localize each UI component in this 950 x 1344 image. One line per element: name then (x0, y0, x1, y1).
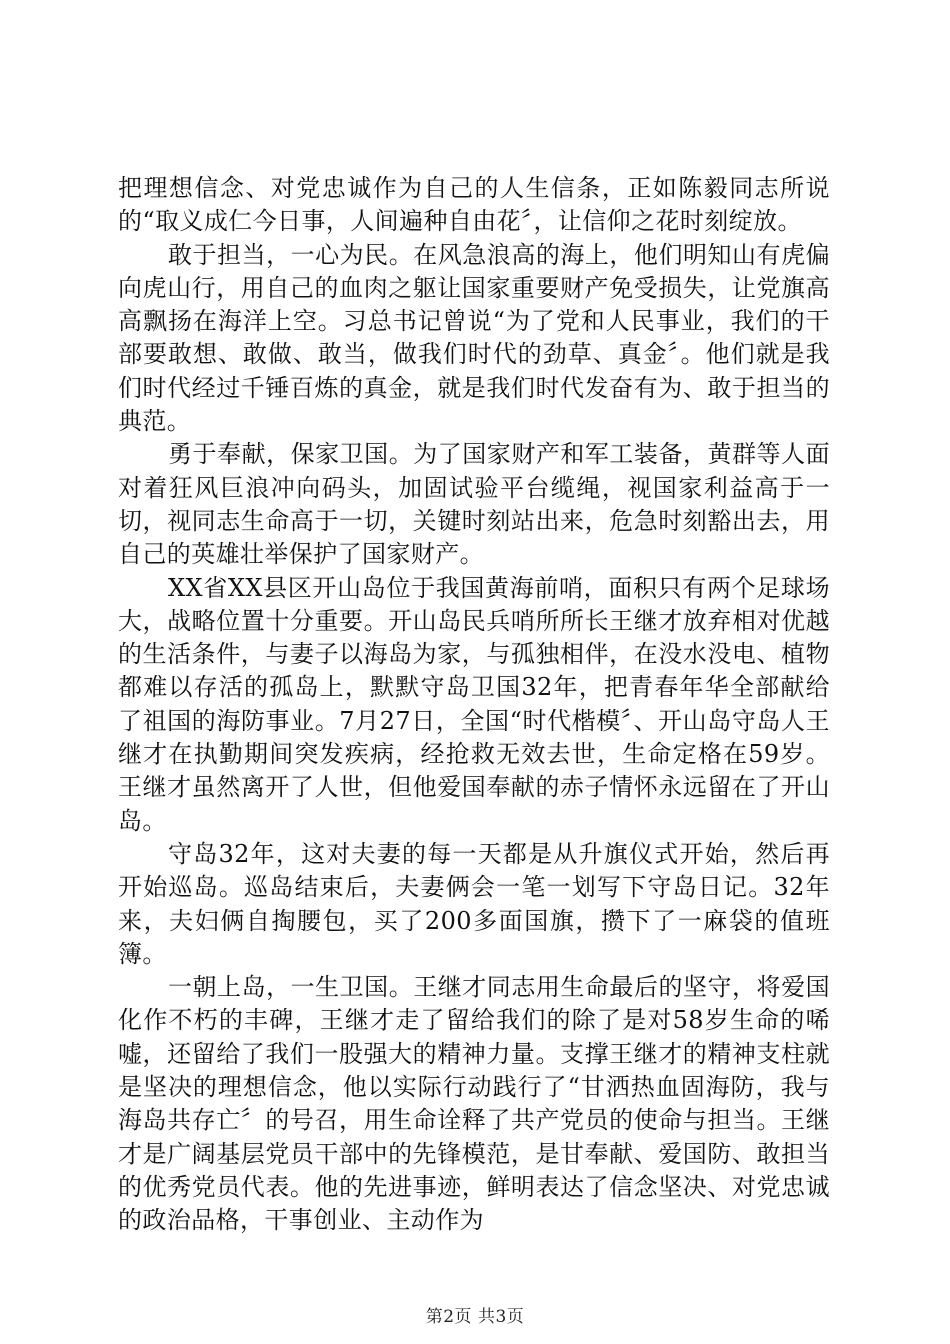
paragraph-kaishan-island: XX省XX县区开山岛位于我国黄海前哨，面积只有两个足球场大，战略位置十分重要。开山岛民兵哨所所长王继才放弃相对优越的生活条件，与妻子以海岛为家，与孤独相伴，在没水没电、植物都难以存活的孤岛上，默默守岛卫国32年，把青春年华全部献给了祖国的海防事业。7月27日，全国“时代楷模〞、开山岛守岛人王继才在执勤期间突发疾病，经抢救无效去世，生命定格在59岁。王继才虽然离开了人世，但他爱国奉献的赤子情怀永远留在了开山岛。 (118, 573, 830, 835)
paragraph-dedication: 勇于奉献，保家卫国。为了国家财产和军工装备，黄群等人面对着狂风巨浪冲向码头，加固试验平台缆绳，视国家利益高于一切，视同志生命高于一切，关键时刻站出来，危急时刻豁出去，用自己的英雄壮举保护了国家财产。 (118, 440, 830, 569)
page-number-footer: 第2页 共3页 (425, 1307, 525, 1327)
paragraph-island-guard: 守岛32年，这对夫妻的每一天都是从升旗仪式开始，然后再开始巡岛。巡岛结束后，夫妻俩会一笔一划写下守岛日记。32年来，夫妇俩自掏腰包，买了200多面国旗，攒下了一麻袋的值班簿。 (118, 839, 830, 968)
document-body (118, 172, 830, 1238)
paragraph-lifetime-defense: 一朝上岛，一生卫国。王继才同志用生命最后的坚守，将爱国化作不朽的丰碑，王继才走了留给我们的除了是对58岁生命的唏嘘，还留给了我们一股强大的精神力量。支撑王继才的精神支柱就是坚决的理想信念，他以实际行动践行了“甘洒热血固海防，我与海岛共存亡〞的号召，用生命诠释了共产党员的使命与担当。王继才是广阔基层党员干部中的先锋模范，是甘奉献、爱国防、敢担当的优秀党员代表。他的先进事迹，鲜明表达了信念坚决、对党忠诚的政治品格，干事创业、主动作为 (118, 973, 830, 1235)
paragraph-courage: 敢于担当，一心为民。在风急浪高的海上，他们明知山有虎偏向虎山行，用自己的血肉之躯让国家重要财产免受损失，让党旗高高飘扬在海洋上空。习总书记曾说“为了党和人民事业，我们的干部要敢想、敢做、敢当，做我们时代的劲草、真金〞。他们就是我们时代经过千锤百炼的真金，就是我们时代发奋有为、敢于担当的典范。 (118, 240, 830, 436)
paragraph-continuation: 把理想信念、对党忠诚作为自己的人生信条，正如陈毅同志所说的“取义成仁今日事，人间遍种自由花〞，让信仰之花时刻绽放。 (118, 174, 830, 236)
